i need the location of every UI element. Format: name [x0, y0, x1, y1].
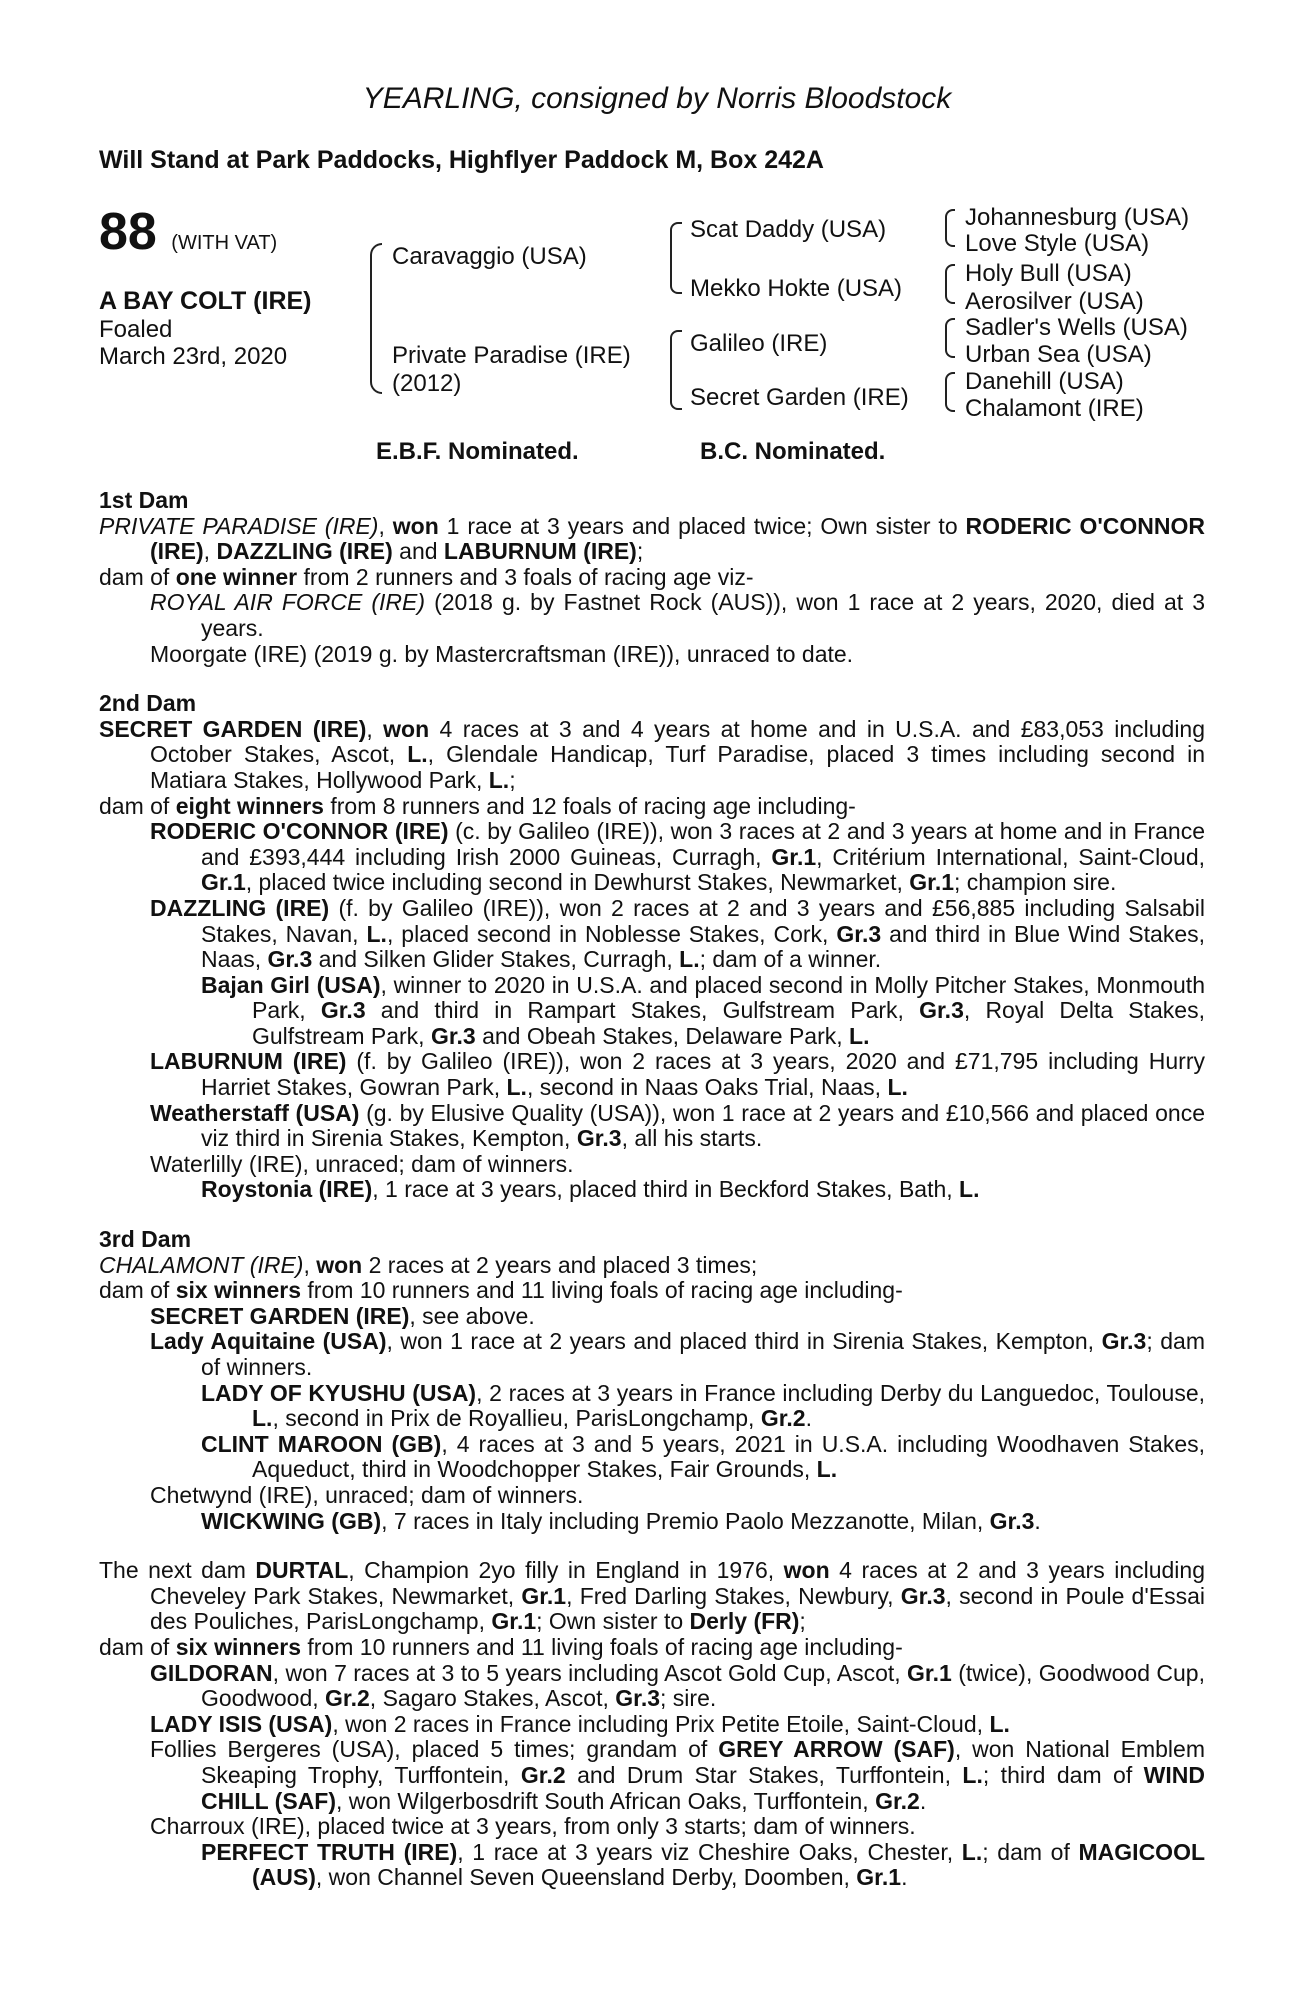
section-1st-dam: 1st Dam — [99, 487, 189, 513]
lot-number — [99, 203, 278, 261]
pedigree-dsd: Urban Sea (USA) — [965, 341, 1152, 368]
dam2-entry: SECRET GARDEN (IRE), won 4 races at 3 and 4 years at home and in U.S.A. and £83,053 including October Stakes, Ascot, L., Glendale Handicap, Turf Paradise, placed 3 times including second in Matiara Stakes, Hollywood Park, L.; — [99, 715, 1206, 793]
horse-name: A BAY COLT (IRE) — [99, 287, 312, 315]
page-header: YEARLING, consigned by Norris Bloodstock — [362, 82, 952, 115]
pedigree-dd: Secret Garden (IRE) — [690, 384, 909, 411]
next-dam-grandfoal: PERFECT TRUTH (IRE), 1 race at 3 years viz Cheshire Oaks, Chester, L.; dam of MAGICOOL (AUS), won Channel Seven Queensland Derby, Doomben, Gr.1. — [201, 1838, 1206, 1891]
stand-location: Will Stand at Park Paddocks, Highflyer Paddock M, Box 242A — [99, 146, 824, 174]
dam2-foal: Weatherstaff (USA) (g. by Elusive Quality (USA)), won 1 race at 2 years and £10,566 and placed once viz third in Sirenia Stakes, Kempton, Gr.3, all his starts. — [150, 1099, 1206, 1152]
next-dam-foal: GILDORAN, won 7 races at 3 to 5 years including Ascot Gold Cup, Ascot, Gr.1 (twice), Goodwood Cup, Goodwood, Gr.2, Sagaro Stakes, Ascot, Gr.3; sire. — [150, 1659, 1205, 1712]
pedigree-dam-year: (2012) — [392, 370, 462, 397]
brace-ss — [945, 209, 955, 247]
next-dam-foal: LADY ISIS (USA), won 2 races in France including Prix Petite Etoile, Saint-Cloud, L. — [150, 1710, 1010, 1737]
pedigree-ssd: Love Style (USA) — [965, 230, 1150, 257]
dam1-foal: Moorgate (IRE) (2019 g. by Mastercraftsman (IRE)), unraced to date. — [150, 640, 854, 667]
dam3-grandfoal: WICKWING (GB), 7 races in Italy including Premio Paolo Mezzanotte, Milan, Gr.3. — [201, 1507, 1041, 1534]
pedigree-sss: Johannesburg (USA) — [965, 204, 1190, 231]
dam2-foal: LABURNUM (IRE) (f. by Galileo (IRE)), won 2 races at 3 years, 2020 and £71,795 including Hurry Harriet Stakes, Gowran Park, L., second in Naas Oaks Trial, Naas, L. — [150, 1048, 1206, 1101]
next-dam-foal: Charroux (IRE), placed twice at 3 years, from only 3 starts; dam of winners. — [150, 1813, 916, 1840]
dam3-produce-summary: dam of six winners from 10 runners and 11 living foals of racing age including- — [99, 1277, 903, 1304]
pedigree-sd: Mekko Hokte (USA) — [690, 275, 903, 302]
dam2-produce-summary: dam of eight winners from 8 runners and 12 foals of racing age including- — [99, 792, 856, 819]
dam1-produce-summary: dam of one winner from 2 runners and 3 foals of racing age viz- — [99, 563, 754, 590]
next-dam-produce-summary: dam of six winners from 10 runners and 11 living foals of racing age including- — [99, 1633, 903, 1660]
foaled-date: March 23rd, 2020 — [99, 343, 288, 370]
sire-dam-brace — [370, 243, 382, 394]
dam2-grandfoal: Bajan Girl (USA), winner to 2020 in U.S.A. and placed second in Molly Pitcher Stakes, Monmouth Park, Gr.3 and third in Rampart Stakes, Gulfstream Park, Gr.3, Royal Delta Stakes, Gulfstream Park, Gr.3 and Obeah Stakes, Delaware Park, L. — [201, 971, 1205, 1049]
dam-brace — [670, 330, 682, 410]
sire-brace — [670, 222, 682, 294]
vat-label: (WITH VAT) — [171, 232, 278, 254]
next-dam-foal: Follies Bergeres (USA), placed 5 times; grandam of GREY ARROW (SAF), won National Emblem Skeaping Trophy, Turffontein, Gr.2 and Drum Star Stakes, Turffontein, L.; third dam of WIND CHILL (SAF), won Wilgerbosdrift South African Oaks, Turffontein, Gr.2. — [150, 1736, 1205, 1814]
pedigree-ds: Galileo (IRE) — [690, 330, 828, 357]
dam3-entry: CHALAMONT (IRE), won 2 races at 2 years and placed 3 times; — [99, 1251, 758, 1278]
brace-dd — [945, 372, 955, 412]
catalogue-body — [99, 488, 1205, 1891]
section-2nd-dam: 2nd Dam — [99, 690, 197, 717]
pedigree-sdd: Aerosilver (USA) — [965, 288, 1144, 315]
dam3-foal: Lady Aquitaine (USA), won 1 race at 2 years and placed third in Sirenia Stakes, Kempton, Gr.3; dam of winners. — [150, 1328, 1205, 1380]
dam3-foal: SECRET GARDEN (IRE), see above. — [150, 1302, 535, 1329]
dam1-entry: PRIVATE PARADISE (IRE), won 1 race at 3 years and placed twice; Own sister to RODERIC O'CONNOR (IRE), DAZZLING (IRE) and LABURNUM (IRE); — [99, 512, 1206, 565]
next-dam-entry: The next dam DURTAL, Champion 2yo filly in England in 1976, won 4 races at 2 and 3 years including Cheveley Park Stakes, Newmarket, Gr.1, Fred Darling Stakes, Newbury, Gr.3, second in Poule d'Essai des Pouliches, ParisLongchamp, Gr.1; Own sister to Derly (FR); — [99, 1557, 1205, 1635]
dam2-foal: DAZZLING (IRE) (f. by Galileo (IRE)), won 2 races at 2 and 3 years and £56,885 including Salsabil Stakes, Navan, L., placed second in Noblesse Stakes, Cork, Gr.3 and third in Blue Wind Stakes, Naas, Gr.3 and Silken Glider Stakes, Curragh, L.; dam of a winner. — [150, 894, 1206, 973]
section-3rd-dam: 3rd Dam — [99, 1226, 192, 1253]
dam3-foal: Chetwynd (IRE), unraced; dam of winners. — [150, 1481, 584, 1508]
pedigree-ss: Scat Daddy (USA) — [690, 216, 887, 243]
dam2-grandfoal: Roystonia (IRE), 1 race at 3 years, placed third in Beckford Stakes, Bath, L. — [201, 1176, 980, 1203]
bc-nomination: B.C. Nominated. — [700, 438, 886, 465]
brace-ds — [945, 318, 955, 358]
pedigree-sds: Holy Bull (USA) — [965, 260, 1132, 287]
dam2-foal: Waterlilly (IRE), unraced; dam of winners. — [150, 1150, 574, 1177]
dam2-foal: RODERIC O'CONNOR (IRE) (c. by Galileo (IRE)), won 3 races at 2 and 3 years at home and in France and £393,444 including Irish 2000 Guineas, Curragh, Gr.1, Critérium International, Saint-Cloud, Gr.1, placed twice including second in Dewhurst Stakes, Newmarket, Gr.1; champion sire. — [150, 818, 1206, 896]
dam3-grandfoal: CLINT MAROON (GB), 4 races at 3 and 5 years, 2021 in U.S.A. including Woodhaven Stakes, Aqueduct, third in Woodchopper Stakes, Fair Grounds, L. — [201, 1430, 1206, 1483]
pedigree-sire: Caravaggio (USA) — [392, 243, 587, 270]
lot-number-value: 88 — [99, 203, 157, 261]
dam3-grandfoal: LADY OF KYUSHU (USA), 2 races at 3 years in France including Derby du Languedoc, Toulouse, L., second in Prix de Royallieu, ParisLongchamp, Gr.2. — [201, 1379, 1205, 1432]
brace-sd — [945, 264, 955, 304]
pedigree-ddd: Chalamont (IRE) — [965, 395, 1144, 422]
pedigree-dds: Danehill (USA) — [965, 368, 1124, 395]
foaled-label: Foaled — [99, 316, 173, 343]
pedigree-dam: Private Paradise (IRE) — [392, 342, 631, 369]
dam1-foal: ROYAL AIR FORCE (IRE) (2018 g. by Fastnet Rock (AUS)), won 1 race at 2 years, 2020, died at 3 years. — [150, 589, 1206, 641]
ebf-nomination: E.B.F. Nominated. — [376, 438, 579, 465]
pedigree-dss: Sadler's Wells (USA) — [965, 314, 1188, 341]
